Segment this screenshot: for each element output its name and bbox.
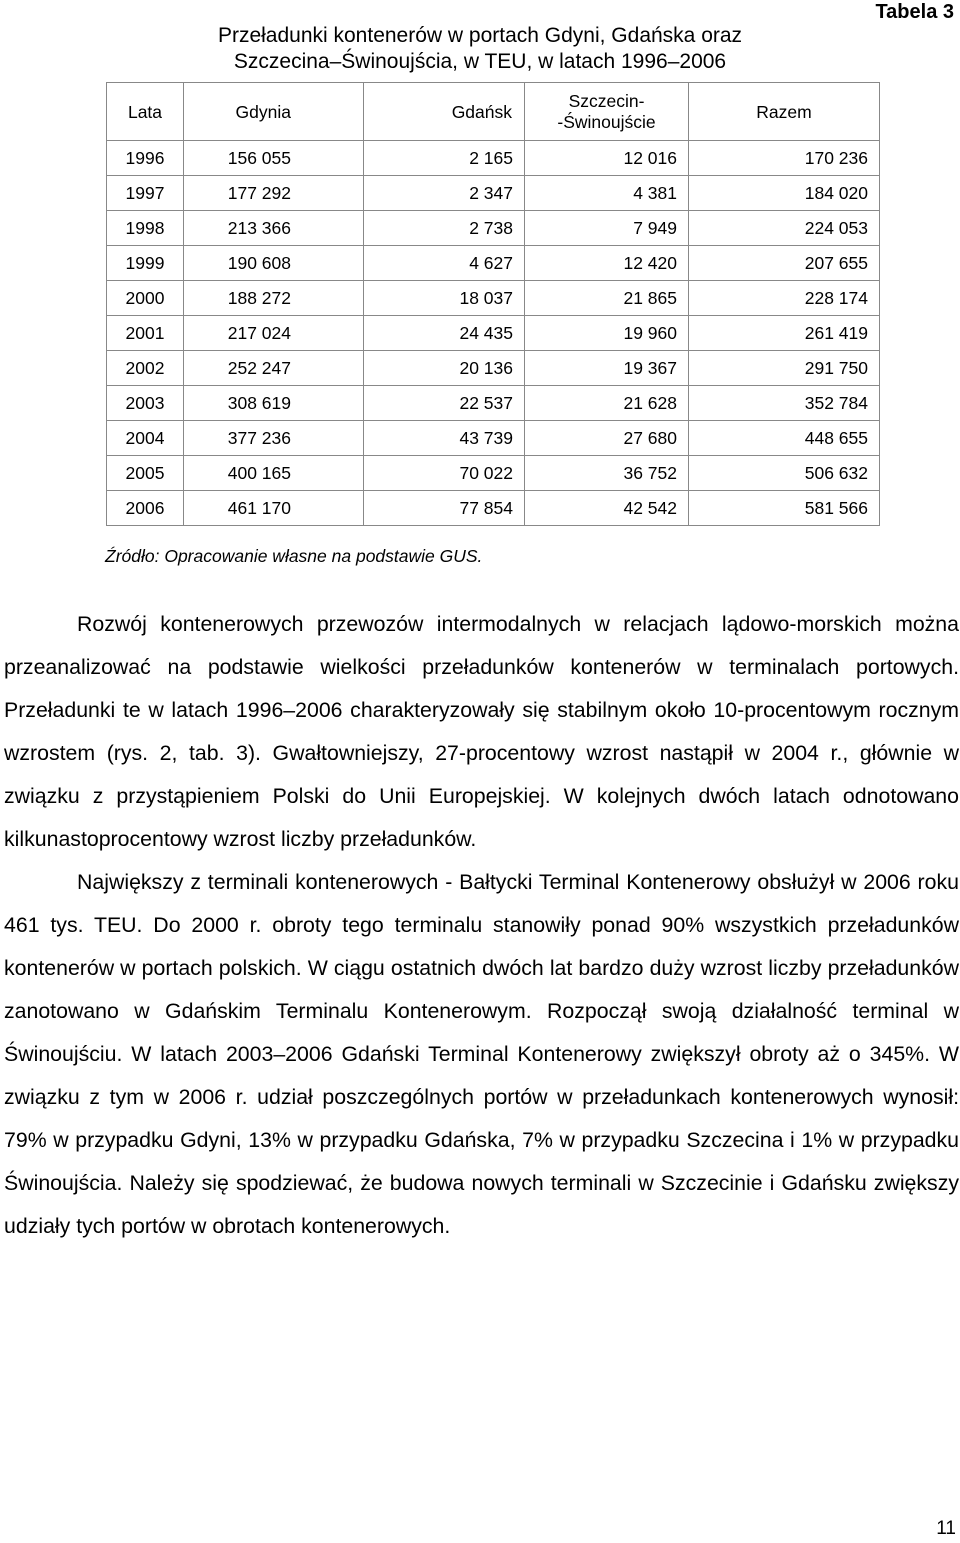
cell-szczecin-swinoujscie: 27 680 [525,421,689,456]
cell-year: 1996 [107,141,184,176]
cell-gdynia: 188 272 [184,281,364,316]
cell-szczecin-swinoujscie: 7 949 [525,211,689,246]
header-szczecin-swinoujscie [525,83,689,141]
cell-gdynia: 156 055 [184,141,364,176]
header-szczecin-line-2: -Świnoujście [557,111,656,132]
cell-szczecin-swinoujscie: 19 960 [525,316,689,351]
cell-year: 2006 [107,491,184,526]
table-row [107,316,880,351]
table-row [107,456,880,491]
cell-total: 184 020 [689,176,880,211]
cell-gdynia: 377 236 [184,421,364,456]
cell-total: 581 566 [689,491,880,526]
page-number: 11 [936,1518,956,1539]
cell-gdansk: 2 738 [364,211,525,246]
cell-gdynia: 400 165 [184,456,364,491]
cell-gdansk: 2 347 [364,176,525,211]
cell-total: 170 236 [689,141,880,176]
cell-total: 228 174 [689,281,880,316]
cell-year: 1997 [107,176,184,211]
table-row [107,491,880,526]
cell-year: 2005 [107,456,184,491]
cell-szczecin-swinoujscie: 12 016 [525,141,689,176]
table-row [107,386,880,421]
cell-gdansk: 77 854 [364,491,525,526]
header-gdynia: Gdynia [184,83,364,141]
cell-year: 2000 [107,281,184,316]
header-szczecin-line-1: Szczecin- [568,90,645,111]
cell-gdynia: 461 170 [184,491,364,526]
cell-year: 2003 [107,386,184,421]
cell-gdansk: 2 165 [364,141,525,176]
cell-gdynia: 177 292 [184,176,364,211]
cell-szczecin-swinoujscie: 12 420 [525,246,689,281]
cell-gdansk: 18 037 [364,281,525,316]
cell-szczecin-swinoujscie: 42 542 [525,491,689,526]
cell-gdynia: 308 619 [184,386,364,421]
cell-total: 506 632 [689,456,880,491]
cell-year: 1999 [107,246,184,281]
cell-gdynia: 190 608 [184,246,364,281]
cell-total: 352 784 [689,386,880,421]
cell-total: 224 053 [689,211,880,246]
header-gdansk: Gdańsk [364,83,525,141]
cell-gdansk: 43 739 [364,421,525,456]
table-row [107,351,880,386]
cell-gdynia: 213 366 [184,211,364,246]
table-row [107,281,880,316]
cell-gdansk: 70 022 [364,456,525,491]
cell-gdansk: 24 435 [364,316,525,351]
cell-gdynia: 252 247 [184,351,364,386]
table-row [107,141,880,176]
table-source-note: Źródło: Opracowanie własne na podstawie GUS. [105,546,483,566]
cell-total: 291 750 [689,351,880,386]
paragraph-2: Największy z terminali kontenerowych - Bałtycki Terminal Kontenerowy obsłużył w 2006 roku 461 tys. TEU. Do 2000 r. obroty tego terminalu stanowiły ponad 90% wszystkich przeładunków kontenerów w portach polskich. W ciągu ostatnich dwóch lat bardzo duży wzrost liczby przeładunków zanotowano w Gdańskim Terminalu Kontenerowym. Rozpoczął swoją działalność terminal w Świnoujściu. W latach 2003–2006 Gdański Terminal Kontenerowy zwiększył obroty aż o 345%. W związku z tym w 2006 r. udział poszczególnych portów w przeładunkach kontenerowych wynosił: 79% w przypadku Gdyni, 13% w przypadku Gdańska, 7% w przypadku Szczecina i 1% w przypadku Świnoujścia. Należy się spodziewać, że budowa nowych terminali w Szczecinie i Gdańsku zwiększy udziały tych portów w obrotach kontenerowych. [4,870,959,1238]
cell-year: 2001 [107,316,184,351]
body-text [4,603,959,1248]
cell-szczecin-swinoujscie: 21 865 [525,281,689,316]
cell-year: 2002 [107,351,184,386]
header-year: Lata [107,83,184,141]
table-row [107,246,880,281]
table-header-row [107,83,880,141]
paragraph-1: Rozwój kontenerowych przewozów intermodalnych w relacjach lądowo-morskich można przeanalizować na podstawie wielkości przeładunków kontenerów w terminalach portowych. Przeładunki te w latach 1996–2006 charakteryzowały się stabilnym około 10-procentowym rocznym wzrostem (rys. 2, tab. 3). Gwałtowniejszy, 27-procentowy wzrost nastąpił w 2004 r., głównie w związku z przystąpieniem Polski do Unii Europejskiej. W kolejnych dwóch latach odnotowano kilkunastoprocentowy wzrost liczby przeładunków. [4,612,959,851]
cell-szczecin-swinoujscie: 21 628 [525,386,689,421]
cell-gdynia: 217 024 [184,316,364,351]
cell-gdansk: 22 537 [364,386,525,421]
table-row [107,421,880,456]
cell-total: 448 655 [689,421,880,456]
table-label: Tabela 3 [875,1,954,23]
cell-szczecin-swinoujscie: 4 381 [525,176,689,211]
cell-year: 2004 [107,421,184,456]
table-row [107,176,880,211]
container-transshipment-table [106,82,880,526]
table-row [107,211,880,246]
table-caption-line-1: Przeładunki kontenerów w portach Gdyni, Gdańska oraz [217,24,743,47]
cell-gdansk: 4 627 [364,246,525,281]
cell-total: 207 655 [689,246,880,281]
cell-gdansk: 20 136 [364,351,525,386]
table-caption-line-2: Szczecina–Świnoujścia, w TEU, w latach 1996–2006 [233,50,727,73]
cell-year: 1998 [107,211,184,246]
header-total: Razem [689,83,880,141]
cell-szczecin-swinoujscie: 19 367 [525,351,689,386]
cell-total: 261 419 [689,316,880,351]
cell-szczecin-swinoujscie: 36 752 [525,456,689,491]
